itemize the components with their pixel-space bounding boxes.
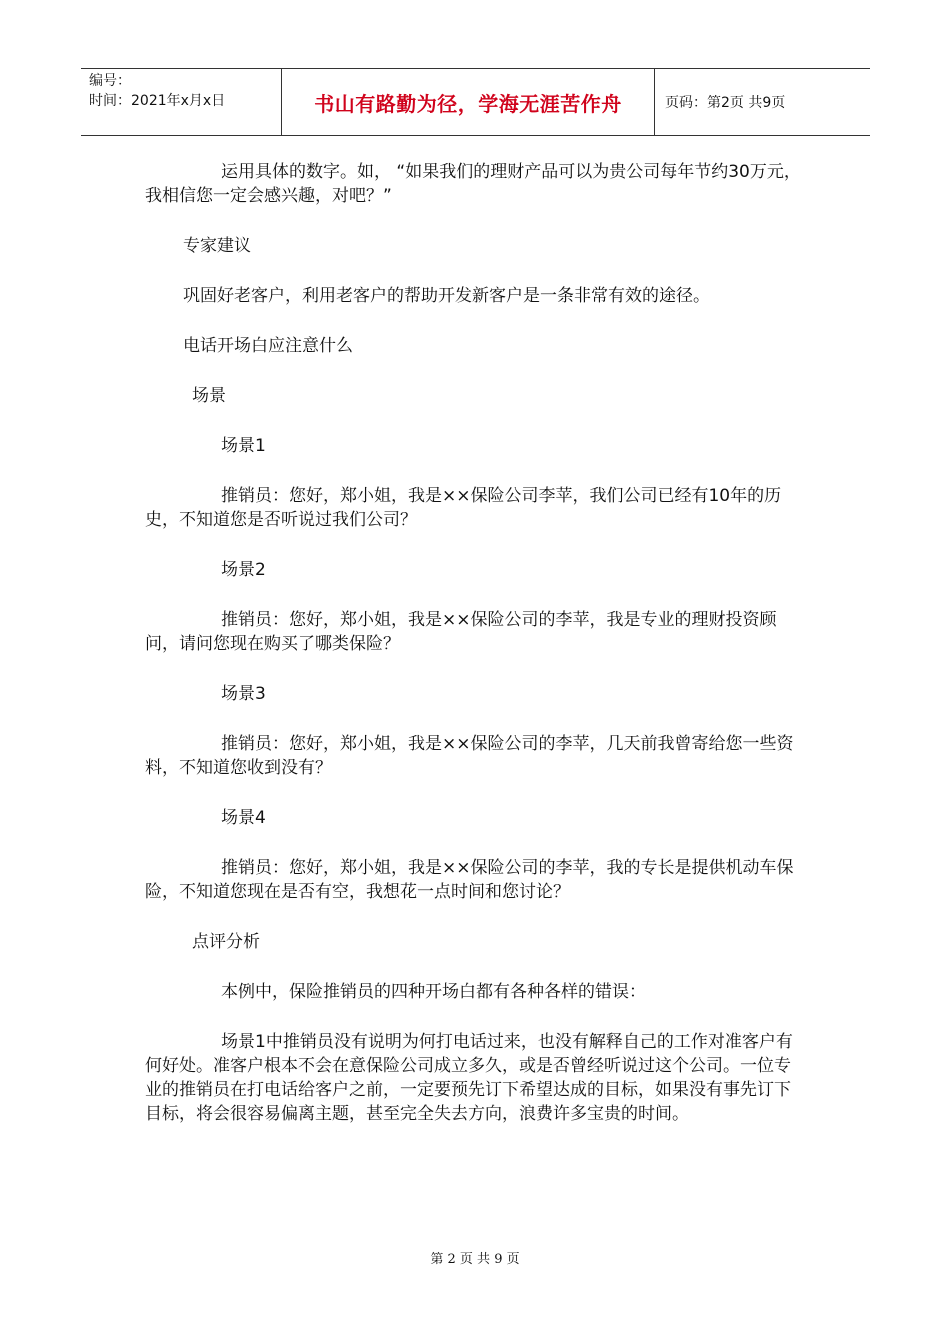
heading-scene-2: 场景2: [221, 560, 266, 580]
heading-expert-advice: 专家建议: [183, 236, 251, 256]
heading-scene-1: 场景1: [221, 436, 266, 456]
heading-scene-4: 场景4: [221, 808, 266, 828]
header-page-label: 页码：第2页 共9页: [665, 95, 786, 111]
paragraph-scene-1: 推销员：您好，郑小姐，我是××保险公司李苹，我们公司已经有10年的历史，不知道您是否听说过我们公司？: [145, 486, 782, 530]
header-meta: [81, 69, 282, 135]
paragraph-1: 运用具体的数字。如， “如果我们的理财产品可以为贵公司每年节约30万元，我相信您一定会感兴趣，对吧？”: [145, 162, 801, 206]
paragraph-scene-4: 推销员：您好，郑小姐，我是××保险公司的李苹，我的专长是提供机动车保险，不知道您现在是否有空，我想花一点时间和您讨论？: [145, 858, 794, 902]
header-motto: 书山有路勤为径，学海无涯苦作舟: [282, 69, 655, 135]
page-header: [81, 68, 870, 136]
heading-opening: 电话开场白应注意什么: [183, 336, 353, 356]
paragraph-scene-2: 推销员：您好，郑小姐，我是××保险公司的李苹，我是专业的理财投资顾问，请问您现在购买了哪类保险？: [145, 610, 777, 654]
heading-scene: 场景: [192, 386, 226, 406]
paragraph-analysis-intro: 本例中，保险推销员的四种开场白都有各种各样的错误：: [221, 982, 646, 1002]
number-label: 编号：: [89, 73, 131, 89]
heading-scene-3: 场景3: [221, 684, 266, 704]
time-label: 时间：2021年x月x日: [89, 93, 226, 109]
paragraph-analysis-scene-1: 场景1中推销员没有说明为何打电话过来，也没有解释自己的工作对准客户有何好处。准客户根本不会在意保险公司成立多久，或是否曾经听说过这个公司。一位专业的推销员在打电话给客户之前，一定要预先订下希望达成的目标，如果没有事先订下目标，将会很容易偏离主题，甚至完全失去方向，浪费许多宝贵的时间。: [145, 1032, 793, 1124]
paragraph-scene-3: 推销员：您好，郑小姐，我是××保险公司的李苹，几天前我曾寄给您一些资料，不知道您收到没有？: [145, 734, 794, 778]
heading-analysis: 点评分析: [192, 932, 260, 952]
paragraph-2: 巩固好老客户，利用老客户的帮助开发新客户是一条非常有效的途径。: [183, 286, 710, 306]
page-footer: 第 2 页 共 9 页: [430, 1252, 520, 1267]
